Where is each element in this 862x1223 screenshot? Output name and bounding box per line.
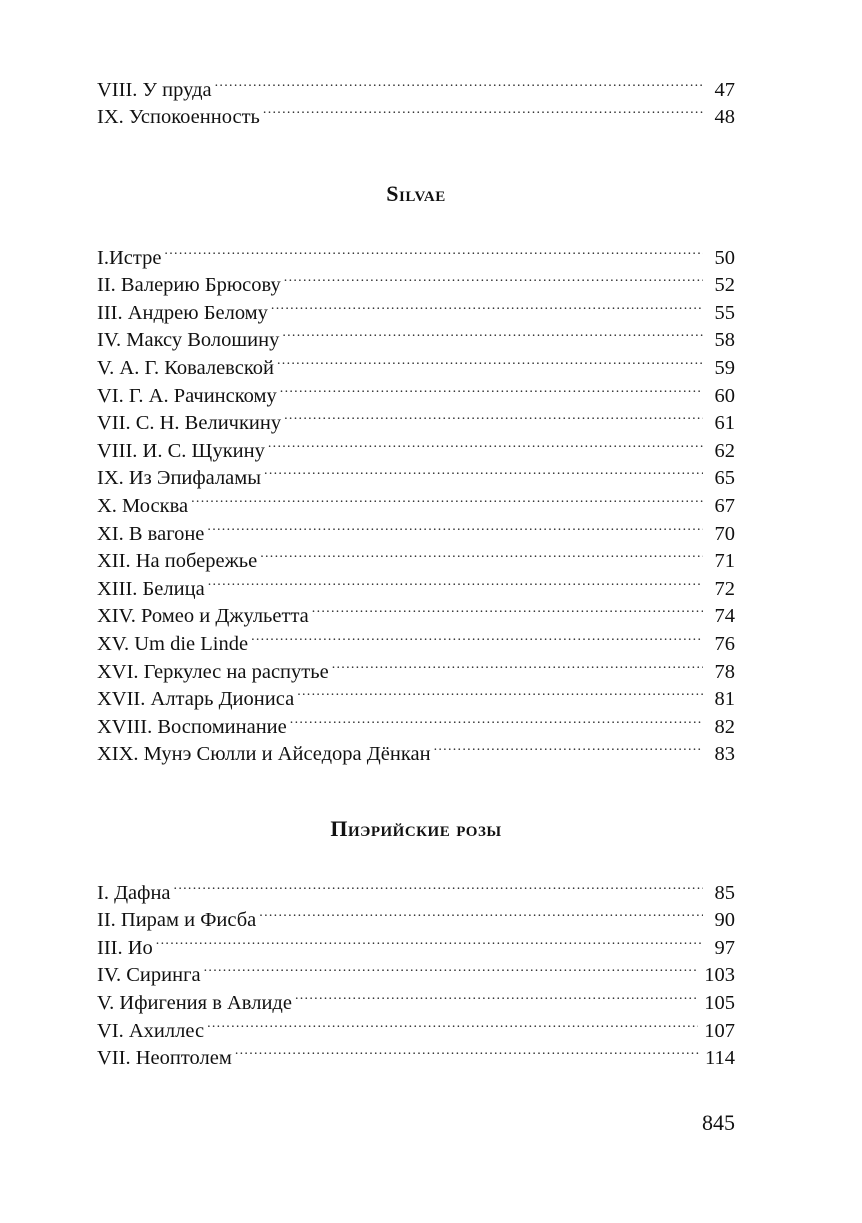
toc-entry-page: 60 [714, 384, 735, 407]
toc-entry-page: 103 [704, 964, 735, 987]
dot-leader [259, 899, 703, 927]
toc-entry-page: 52 [714, 274, 735, 297]
toc-entry-page: 65 [714, 467, 735, 490]
toc-entry-page: 50 [714, 246, 735, 269]
toc-entry-title: I. Дафна [97, 881, 171, 904]
dot-leader [191, 484, 703, 512]
dot-leader [156, 926, 703, 954]
section-heading-silvae: Silvae [386, 181, 446, 206]
toc-entry-page: 70 [714, 522, 735, 545]
toc-entry-title: XVI. Геркулес на распутье [97, 660, 329, 683]
toc-entry-title: VI. Ахиллес [97, 1019, 205, 1042]
toc-entry-page: 47 [714, 78, 735, 101]
section-heading-pierian-roses: Пиэрийские розы [330, 816, 502, 841]
dot-leader [260, 540, 703, 568]
dot-leader [207, 1009, 698, 1037]
toc-entry-title: XIII. Белица [97, 577, 205, 600]
dot-leader [251, 622, 703, 650]
dot-leader [263, 96, 703, 124]
toc-entry-title: III. Андрею Белому [97, 301, 268, 324]
toc-entry-page: 74 [714, 605, 735, 628]
dot-leader [264, 457, 703, 485]
toc-entry-page: 97 [714, 936, 735, 959]
dot-leader [207, 512, 703, 540]
toc-entry-page: 61 [714, 412, 735, 435]
toc-entry-title: X. Москва [97, 494, 189, 517]
toc-entry-title: I.Истре [97, 246, 162, 269]
dot-leader [277, 346, 703, 374]
toc-entry-title: VI. Г. А. Рачинскому [97, 384, 277, 407]
toc-entry-page: 48 [714, 106, 735, 129]
toc-entry-page: 90 [714, 909, 735, 932]
dot-leader [284, 264, 703, 292]
toc-entry [97, 954, 735, 987]
toc-entry-page: 72 [714, 577, 735, 600]
dot-leader [271, 291, 703, 319]
toc-list-pierian-roses [97, 871, 735, 1070]
toc-entry-title: XIV. Ромео и Джульетта [97, 605, 309, 628]
toc-entry-title: V. Ифигения в Авлиде [97, 991, 292, 1014]
toc-entry-title: VII. С. Н. Величкину [97, 412, 282, 435]
toc-entry-page: 78 [714, 660, 735, 683]
page-number: 845 [702, 1110, 735, 1135]
toc-entry-title: XV. Um die Linde [97, 632, 249, 655]
toc-entry-title: V. А. Г. Ковалевской [97, 356, 274, 379]
dot-leader [312, 595, 703, 623]
toc-entry-page: 114 [705, 1047, 735, 1070]
toc-entry-page: 71 [714, 550, 735, 573]
dot-leader [284, 402, 703, 430]
toc-entry-title: IX. Успокоенность [97, 106, 260, 129]
toc-entry-title: VIII. У пруда [97, 78, 212, 101]
dot-leader [280, 374, 703, 402]
toc-entry-page: 85 [714, 881, 735, 904]
dot-leader [434, 733, 703, 761]
toc-entry-title: XI. В вагоне [97, 522, 205, 545]
dot-leader [290, 705, 703, 733]
toc-entry-title: III. Ио [97, 936, 153, 959]
toc-entry [97, 484, 735, 517]
dot-leader [208, 567, 703, 595]
dot-leader [164, 236, 703, 264]
dot-leader [282, 319, 703, 347]
toc-entry-page: 83 [714, 743, 735, 766]
toc-entry [97, 899, 735, 932]
toc-entry-title: IV. Сиринга [97, 964, 201, 987]
toc-entry-title: IX. Из Эпифаламы [97, 467, 262, 490]
dot-leader [235, 1037, 699, 1065]
dot-leader [215, 68, 703, 96]
toc-entry-title: II. Валерию Брюсову [97, 274, 281, 297]
toc-list-silvae [97, 236, 735, 766]
toc-entry-title: II. Пирам и Фисба [97, 909, 257, 932]
toc-entry [97, 512, 735, 545]
toc-entry [97, 926, 735, 959]
toc-entry-title: VIII. И. С. Щукину [97, 439, 265, 462]
toc-entry-title: IV. Максу Волошину [97, 329, 280, 352]
dot-leader [295, 981, 698, 1009]
dot-leader [268, 429, 703, 457]
toc-entry [97, 264, 735, 297]
toc-entry [97, 871, 735, 904]
toc-list-continued [97, 68, 735, 129]
toc-entry-page: 107 [704, 1019, 735, 1042]
toc-entry-title: XIX. Мунэ Сюлли и Айседора Дёнкан [97, 743, 431, 766]
toc-entry-page: 82 [714, 715, 735, 738]
dot-leader [297, 678, 703, 706]
toc-entry-page: 55 [714, 301, 735, 324]
dot-leader [204, 954, 699, 982]
toc-entry-page: 62 [714, 439, 735, 462]
toc-entry-title: XII. На побережье [97, 550, 258, 573]
toc-entry-page: 76 [714, 632, 735, 655]
toc-entry-title: XVIII. Воспоминание [97, 715, 287, 738]
toc-entry-title: VII. Неоптолем [97, 1047, 232, 1070]
toc-entry [97, 236, 735, 269]
dot-leader [174, 871, 703, 899]
toc-entry-title: XVII. Алтарь Диониса [97, 688, 295, 711]
toc-entry-page: 67 [714, 494, 735, 517]
dot-leader [332, 650, 703, 678]
toc-entry-page: 58 [714, 329, 735, 352]
toc-entry-page: 59 [714, 356, 735, 379]
toc-entry-page: 81 [714, 688, 735, 711]
toc-entry [97, 68, 735, 101]
toc-entry-page: 105 [704, 991, 735, 1014]
